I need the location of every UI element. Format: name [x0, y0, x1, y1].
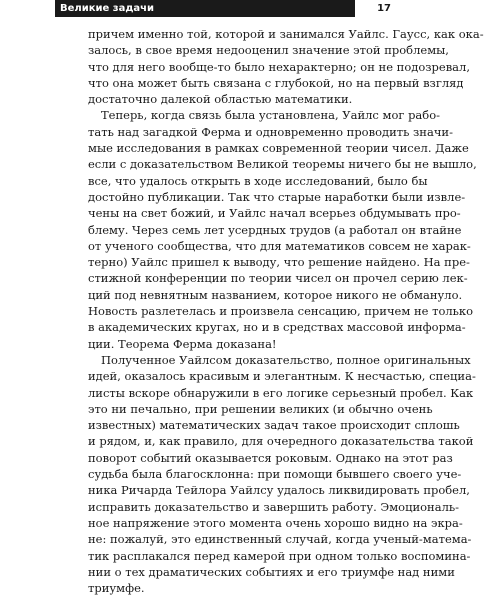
paragraph: [88, 26, 484, 107]
text-line: идей, оказалось красивым и элегантным. К несчастью, специа-: [88, 369, 476, 384]
body-text: [88, 26, 484, 596]
text-line: триумфе.: [88, 581, 145, 596]
text-line: это ни печально, при решении великих (и обычно очень: [88, 401, 433, 416]
text-line: причем именно той, которой и занимался Уайлс. Гаусс, как ока-: [88, 27, 484, 41]
text-line: залось, в свое время недооценил значение этой проблемы,: [88, 43, 449, 58]
text-line: достаточно далекой областью математики.: [88, 92, 353, 107]
text-line: ное напряжение этого момента очень хорошо видно на экра-: [88, 515, 463, 530]
text-line: нии о тех драматических событиях и его триумфе над ними: [88, 564, 455, 579]
chapter-title: Великие задачи: [55, 0, 355, 17]
text-line: ника Ричарда Тейлора Уайлсу удалось ликвидировать пробел,: [88, 483, 470, 498]
text-line: от ученого сообщества, что для математиков совсем не харак-: [88, 238, 471, 253]
text-line: стижной конференции по теории чисел он прочел серию лек-: [88, 271, 468, 286]
text-line: в академических кругах, но и в средствах массовой информа-: [88, 320, 466, 335]
text-line: ции. Теорема Ферма доказана!: [88, 336, 277, 351]
text-line: Полученное Уайлсом доказательство, полное оригинальных: [101, 352, 471, 367]
paragraph: [88, 352, 476, 596]
text-line: что для него вообще-то было нехарактерно; он не подозревал,: [88, 59, 471, 74]
text-line: известных) математических задач такое происходит сплошь: [88, 418, 460, 433]
text-line: ций под невнятным названием, которое никого не обмануло.: [88, 287, 463, 302]
text-line: исправить доказательство и завершить работу. Эмоциональ-: [88, 499, 460, 514]
text-line: все, что удалось открыть в ходе исследований, было бы: [88, 173, 428, 188]
text-line: поворот событий оказывается роковым. Однако на этот раз: [88, 450, 453, 465]
page-number: 17: [377, 3, 391, 14]
text-line: судьба была благосклонна: при помощи бывшего своего уче-: [88, 467, 462, 482]
text-line: тик расплакался перед камерой при одном только воспомина-: [88, 548, 471, 563]
text-line: Новость разлетелась и произвела сенсацию, причем не только: [88, 304, 474, 319]
running-header: [55, 0, 391, 17]
text-line: достойно публикации. Так что старые наработки были извле-: [88, 189, 466, 204]
text-line: и рядом, и, как правило, для очередного доказательства такой: [88, 434, 474, 449]
text-line: что она может быть связана с глубокой, но на первый взгляд: [88, 75, 464, 90]
text-line: если с доказательством Великой теоремы ничего бы не вышло,: [88, 157, 477, 172]
text-line: мые исследования в рамках современной теории чисел. Даже: [88, 141, 469, 156]
text-line: Теперь, когда связь была установлена, Уайлс мог рабо-: [101, 108, 441, 123]
text-line: блему. Через семь лет усердных трудов (а работал он втайне: [88, 222, 462, 237]
paragraph: [88, 107, 477, 351]
text-line: терно) Уайлс пришел к выводу, что решение найдено. На пре-: [88, 255, 470, 270]
text-line: чены на свет божий, и Уайлс начал всерьез обдумывать про-: [88, 206, 461, 221]
text-line: тать над загадкой Ферма и одновременно проводить значи-: [88, 124, 453, 139]
text-line: листы вскоре обнаружили в его логике серьезный пробел. Как: [88, 385, 474, 400]
text-line: не: пожалуй, это единственный случай, когда ученый-матема-: [88, 532, 472, 547]
